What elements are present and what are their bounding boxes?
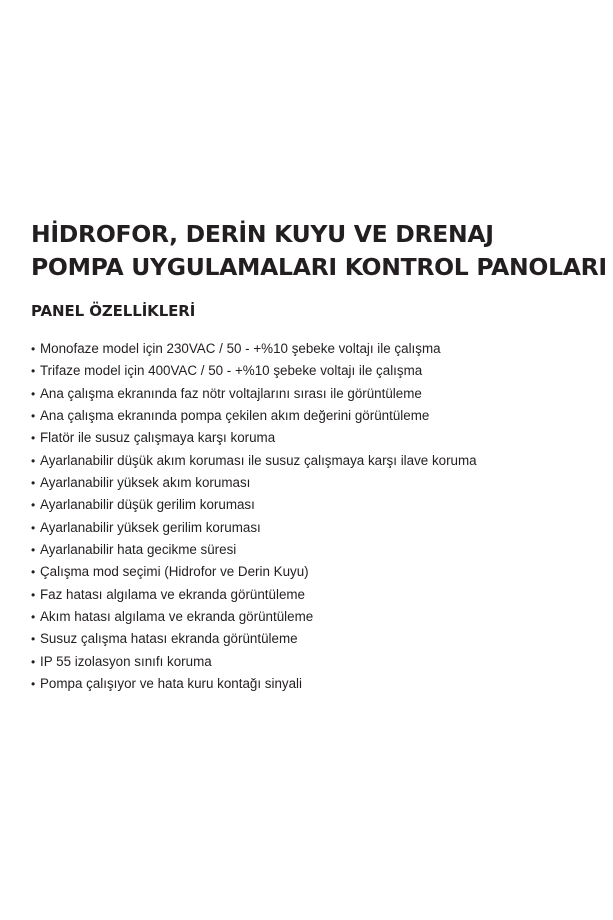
bullet-icon: •	[31, 498, 36, 513]
feature-text: Ayarlanabilir yüksek gerilim koruması	[40, 519, 261, 535]
bullet-icon: •	[31, 386, 36, 401]
feature-item	[31, 651, 477, 673]
feature-text: Monofaze model için 230VAC / 50 - +%10 şebeke voltajı ile çalışma	[40, 341, 441, 356]
feature-item	[31, 628, 477, 650]
feature-list	[31, 338, 477, 696]
feature-item	[31, 517, 477, 539]
feature-item	[31, 338, 477, 360]
feature-text: Flatör ile susuz çalışmaya karşı koruma	[40, 430, 276, 446]
bullet-icon: •	[31, 543, 36, 558]
bullet-icon: •	[31, 610, 36, 625]
bullet-icon: •	[31, 632, 36, 647]
feature-text: Faz hatası algılama ve ekranda görüntüleme	[40, 586, 305, 602]
bullet-icon: •	[31, 654, 36, 669]
feature-text: Pompa çalışıyor ve hata kuru kontağı sinyali	[40, 676, 302, 692]
feature-text: Ana çalışma ekranında faz nötr voltajlarını sırası ile görüntüleme	[40, 385, 422, 401]
feature-item	[31, 383, 477, 405]
title-line-2: POMPA UYGULAMALARI KONTROL PANOLARI	[31, 253, 607, 281]
bullet-icon: •	[31, 364, 36, 379]
bullet-icon: •	[31, 409, 36, 424]
feature-item	[31, 673, 477, 695]
feature-item	[31, 472, 477, 494]
bullet-icon: •	[31, 587, 36, 602]
bullet-icon: •	[31, 342, 36, 356]
bullet-icon: •	[31, 453, 36, 468]
bullet-icon: •	[31, 565, 36, 580]
feature-text: Ayarlanabilir düşük akım koruması ile susuz çalışmaya karşı ilave koruma	[40, 452, 477, 468]
bullet-icon: •	[31, 520, 36, 535]
feature-item	[31, 450, 477, 472]
feature-item	[31, 539, 477, 561]
feature-text: Trifaze model için 400VAC / 50 - +%10 şebeke voltajı ile çalışma	[40, 363, 423, 379]
feature-text: Ayarlanabilir düşük gerilim koruması	[40, 497, 255, 513]
feature-text: Susuz çalışma hatası ekranda görüntüleme	[40, 631, 298, 647]
feature-item	[31, 606, 477, 628]
feature-text: Akım hatası algılama ve ekranda görüntüleme	[40, 609, 314, 625]
feature-item	[31, 494, 477, 516]
document-title	[31, 218, 607, 284]
feature-text: IP 55 izolasyon sınıfı koruma	[40, 653, 212, 669]
title-line-1: HİDROFOR, DERİN KUYU VE DRENAJ	[31, 220, 494, 248]
bullet-icon: •	[31, 431, 36, 446]
feature-item	[31, 360, 477, 382]
bullet-icon: •	[31, 677, 36, 692]
bullet-icon: •	[31, 476, 36, 491]
feature-item	[31, 584, 477, 606]
section-heading: PANEL ÖZELLİKLERİ	[31, 302, 196, 320]
feature-text: Ana çalışma ekranında pompa çekilen akım değerini görüntüleme	[40, 408, 430, 424]
feature-text: Ayarlanabilir yüksek akım koruması	[40, 475, 251, 491]
feature-item	[31, 405, 477, 427]
feature-text: Ayarlanabilir hata gecikme süresi	[40, 542, 237, 558]
feature-item	[31, 561, 477, 583]
feature-item	[31, 427, 477, 449]
feature-text: Çalışma mod seçimi (Hidrofor ve Derin Kuyu)	[40, 564, 309, 580]
